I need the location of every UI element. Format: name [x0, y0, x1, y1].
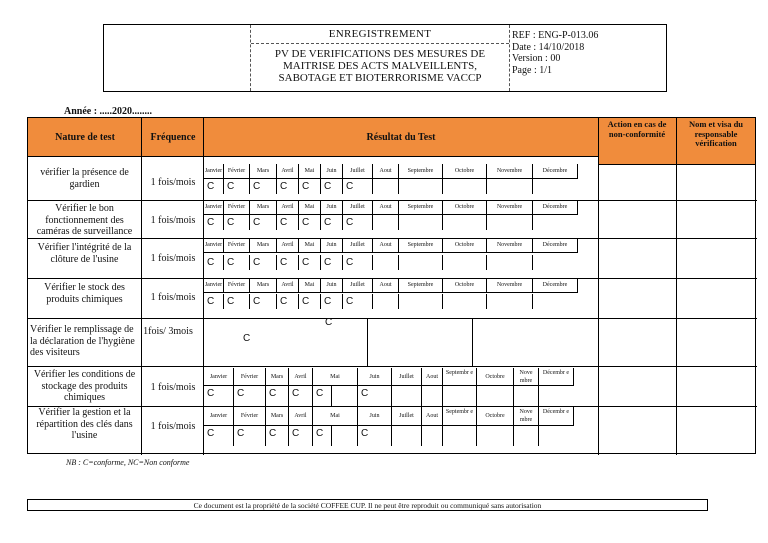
result-cell — [443, 215, 487, 230]
month-header-row — [204, 278, 598, 293]
document-header — [103, 24, 667, 92]
page-text: Page : 1/1 — [512, 64, 552, 76]
month-cell: Juin — [358, 407, 392, 426]
header-resultat: Résultat du Test — [366, 131, 436, 143]
result-cell — [422, 386, 443, 406]
month-cell: Février — [224, 278, 250, 293]
month-cell: Mars — [250, 164, 277, 179]
row-nature: Vérifier l'intégrité de la clôture de l'usine — [37, 242, 132, 265]
month-cell: Janvier — [204, 164, 224, 179]
month-cell: Septembr e — [443, 407, 477, 426]
result-cell — [487, 215, 533, 230]
month-cell: Avril — [277, 238, 299, 253]
result-cell: C — [321, 215, 343, 230]
month-cell: Juin — [321, 200, 343, 215]
result-cell — [477, 426, 514, 446]
month-cell: Février — [224, 200, 250, 215]
row-frequence: 1 fois/mois — [150, 292, 196, 303]
result-cell: C — [277, 294, 299, 309]
result-cell — [443, 294, 487, 309]
month-cell: Octobre — [477, 407, 514, 426]
month-cell: Mai — [299, 164, 321, 179]
result-cell: C — [277, 179, 299, 194]
result-cell — [487, 294, 533, 309]
result-cell — [373, 294, 399, 309]
month-cell: Avril — [277, 278, 299, 293]
subtitle-line: MAITRISE DES ACTS MALVEILLENTS, — [283, 60, 477, 72]
month-cell: Avril — [289, 407, 313, 426]
result-cell: C — [343, 255, 373, 270]
header-frequence: Fréquence — [150, 131, 196, 143]
month-cell: Juin — [321, 238, 343, 253]
month-cell: Février — [234, 368, 266, 386]
header-title: ENREGISTREMENT — [251, 25, 509, 44]
result-cell: C — [299, 179, 321, 194]
result-cell: C — [224, 255, 250, 270]
result-cell: C — [204, 215, 224, 230]
month-cell: Avril — [277, 200, 299, 215]
result-cell — [392, 386, 422, 406]
month-cell: Décembr e — [539, 407, 574, 426]
result-cell: C — [224, 179, 250, 194]
result-cell — [487, 255, 533, 270]
result-row — [204, 426, 598, 446]
month-header-row — [204, 238, 598, 253]
result-cell — [443, 255, 487, 270]
month-cell: Novembre — [487, 164, 533, 179]
row-nature: Vérifier le remplissage de la déclaration de l'hygiène des visiteurs — [30, 324, 135, 358]
month-cell: Aout — [373, 278, 399, 293]
result-cell: C — [289, 426, 313, 446]
row-nature: Vérifier les conditions de stockage des produits chimiques — [33, 369, 136, 403]
result-cell: C — [325, 317, 333, 328]
result-row — [204, 255, 598, 270]
month-cell: Octobre — [443, 238, 487, 253]
result-row — [204, 386, 598, 406]
result-cell — [514, 386, 539, 406]
result-cell: C — [266, 426, 289, 446]
result-cell: C — [234, 426, 266, 446]
month-cell: Juillet — [392, 407, 422, 426]
month-cell: Aout — [373, 238, 399, 253]
result-cell: C — [343, 294, 373, 309]
month-cell: Avril — [277, 164, 299, 179]
result-cell — [487, 179, 533, 194]
month-cell: Mars — [250, 278, 277, 293]
month-cell: Juillet — [343, 200, 373, 215]
row-nature: Vérifier la gestion et la répartition des clés dans l'usine — [36, 407, 133, 441]
month-cell: Juillet — [343, 164, 373, 179]
result-cell: C — [250, 215, 277, 230]
result-cell — [422, 426, 443, 446]
month-cell: Décembr e — [539, 368, 574, 386]
result-cell: C — [204, 179, 224, 194]
result-cell — [399, 179, 443, 194]
result-cell: C — [299, 294, 321, 309]
month-cell: Janvier — [204, 407, 234, 426]
result-cell: C — [250, 294, 277, 309]
header-nature: Nature de test — [55, 131, 115, 143]
month-cell: Mai — [313, 368, 358, 386]
month-cell: Décembre — [533, 164, 578, 179]
month-cell: Janvier — [204, 200, 224, 215]
month-cell: Nove mbre — [514, 368, 539, 386]
row-frequence: 1 fois/mois — [150, 253, 196, 264]
month-cell: Novembre — [487, 238, 533, 253]
month-cell: Juillet — [343, 238, 373, 253]
row-nature: Vérifier le bon fonctionnement des caméras de surveillance — [36, 203, 133, 237]
result-cell: C — [343, 179, 373, 194]
result-cell — [443, 386, 477, 406]
month-cell: Mai — [299, 238, 321, 253]
month-cell: Mai — [313, 407, 358, 426]
result-cell: C — [224, 215, 250, 230]
result-cell — [373, 179, 399, 194]
year-label: Année : .....2020........ — [64, 106, 153, 117]
row-frequence: 1 fois/mois — [150, 177, 196, 188]
result-cell: C — [313, 426, 332, 446]
result-cell: C — [204, 255, 224, 270]
result-cell: C — [266, 386, 289, 406]
month-cell: Avril — [289, 368, 313, 386]
month-header-row — [204, 200, 598, 215]
month-cell: Octobre — [443, 164, 487, 179]
month-header-row — [204, 164, 598, 179]
result-cell: C — [277, 255, 299, 270]
legend-note: NB : C=conforme, NC=Non conforme — [66, 458, 190, 467]
row-nature: Vérifier le stock des produits chimiques — [44, 282, 125, 305]
ref-text: REF : ENG-P-013.06 — [512, 30, 599, 41]
result-cell: C — [313, 386, 332, 406]
month-cell: Septembre — [399, 200, 443, 215]
result-cell: C — [204, 294, 224, 309]
month-cell: Aout — [422, 407, 443, 426]
result-cell: C — [224, 294, 250, 309]
result-row — [204, 215, 598, 230]
verification-table — [27, 117, 756, 454]
month-cell: Juillet — [392, 368, 422, 386]
header-ref-block — [512, 30, 598, 76]
result-cell: C — [299, 255, 321, 270]
month-cell: Septembr e — [443, 368, 477, 386]
result-cell: C — [321, 179, 343, 194]
subtitle-line: PV DE VERIFICATIONS DES MESURES DE — [274, 48, 486, 60]
month-cell: Janvier — [204, 238, 224, 253]
month-cell: Juin — [358, 368, 392, 386]
month-cell: Mars — [266, 407, 289, 426]
month-cell: Juin — [321, 278, 343, 293]
result-cell: C — [358, 426, 392, 446]
header-nom-visa: Nom et visa du responsable vérification — [688, 119, 744, 148]
result-cell: C — [321, 255, 343, 270]
month-cell: Mai — [299, 200, 321, 215]
result-cell — [443, 426, 477, 446]
month-cell: Aout — [373, 200, 399, 215]
result-cell: C — [234, 386, 266, 406]
month-cell: Février — [224, 164, 250, 179]
result-cell: C — [250, 179, 277, 194]
header-title-block — [250, 25, 510, 91]
month-cell: Mai — [299, 278, 321, 293]
result-cell — [399, 255, 443, 270]
subtitle-line: SABOTAGE ET BIOTERRORISME VACCP — [278, 72, 482, 84]
row-frequence: 1fois/ 3mois — [143, 326, 193, 337]
month-cell: Mars — [250, 200, 277, 215]
month-cell: Septembre — [399, 164, 443, 179]
result-cell: C — [204, 386, 234, 406]
result-cell — [399, 215, 443, 230]
result-cell — [373, 215, 399, 230]
result-cell — [392, 426, 422, 446]
month-cell: Novembre — [487, 278, 533, 293]
result-row — [204, 294, 598, 309]
month-cell: Aout — [422, 368, 443, 386]
month-cell: Septembre — [399, 278, 443, 293]
month-cell: Mars — [250, 238, 277, 253]
month-cell: Mars — [266, 368, 289, 386]
result-cell — [399, 294, 443, 309]
date-text: Date : 14/10/2018 — [512, 41, 585, 53]
row-frequence: 1 fois/mois — [150, 382, 196, 393]
result-cell: C — [277, 215, 299, 230]
month-cell: Septembre — [399, 238, 443, 253]
result-cell: C — [243, 333, 251, 344]
month-cell: Juin — [321, 164, 343, 179]
result-cell — [443, 179, 487, 194]
result-cell: C — [204, 426, 234, 446]
month-cell: Décembre — [533, 238, 578, 253]
result-cell — [514, 426, 539, 446]
result-cell: C — [299, 215, 321, 230]
month-cell: Décembre — [533, 278, 578, 293]
month-header-row — [204, 368, 598, 386]
result-cell: C — [250, 255, 277, 270]
result-cell — [477, 386, 514, 406]
row-frequence: 1 fois/mois — [150, 215, 196, 226]
row-nature: vérifier la présence de gardien — [40, 167, 129, 190]
header-subtitle — [251, 44, 509, 84]
month-cell: Juillet — [343, 278, 373, 293]
row-frequence: 1 fois/mois — [150, 421, 196, 432]
month-cell: Nove mbre — [514, 407, 539, 426]
month-header-row — [204, 407, 598, 426]
result-cell: C — [321, 294, 343, 309]
month-cell: Novembre — [487, 200, 533, 215]
month-cell: Janvier — [204, 368, 234, 386]
footer-disclaimer: Ce document est la propriété de la société COFFEE CUP. Il ne peut être reproduit ou communiqué sans autorisation — [27, 499, 708, 511]
result-cell — [332, 386, 358, 406]
month-cell: Février — [234, 407, 266, 426]
result-cell — [332, 426, 358, 446]
version-text: Version : 00 — [512, 53, 561, 64]
month-cell: Janvier — [204, 278, 224, 293]
result-cell — [373, 255, 399, 270]
month-cell: Février — [224, 238, 250, 253]
result-cell: C — [358, 386, 392, 406]
month-cell: Octobre — [477, 368, 514, 386]
result-cell: C — [289, 386, 313, 406]
month-cell: Octobre — [443, 200, 487, 215]
result-row — [204, 179, 598, 194]
month-cell: Aout — [373, 164, 399, 179]
month-cell: Décembre — [533, 200, 578, 215]
result-cell: C — [343, 215, 373, 230]
header-action: Action en cas de non-conformité — [607, 119, 667, 139]
month-cell: Octobre — [443, 278, 487, 293]
